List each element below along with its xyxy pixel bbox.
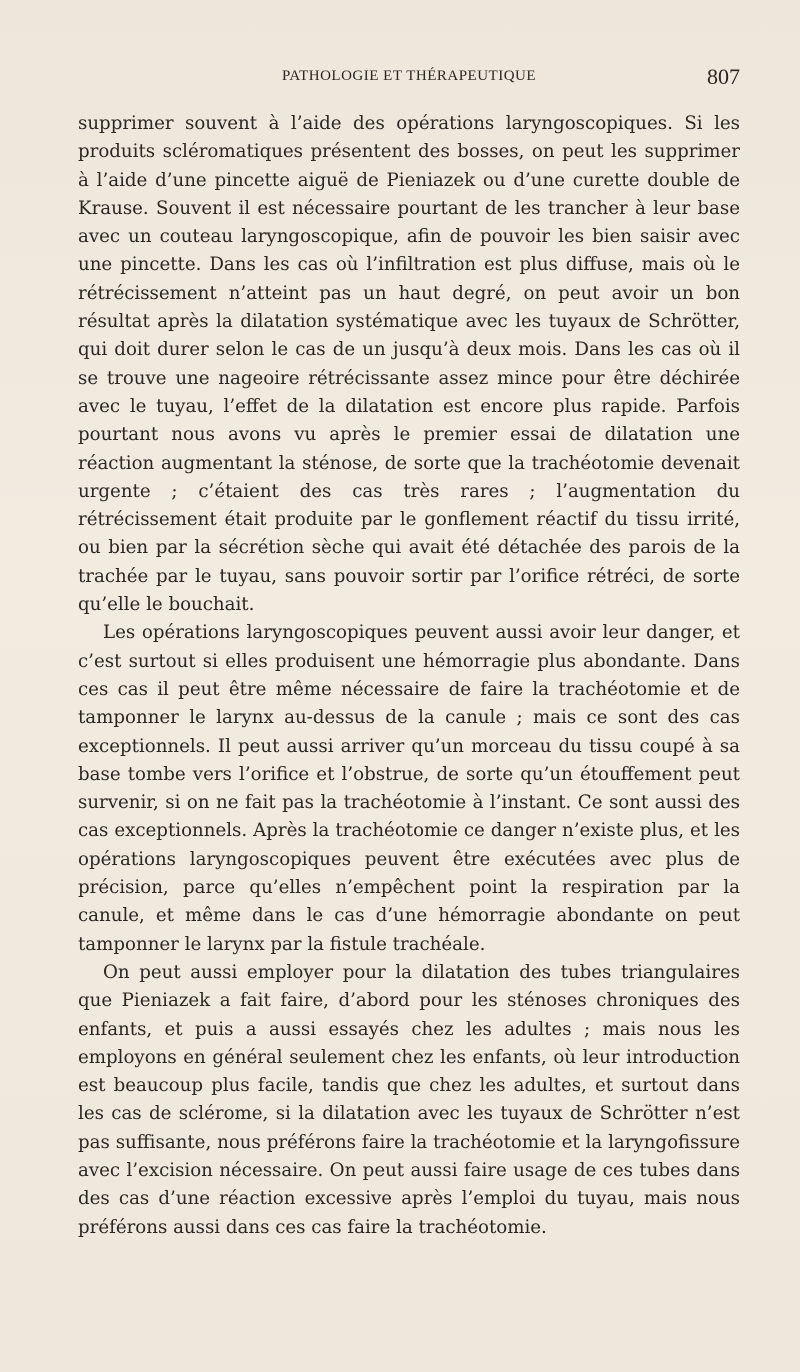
paragraph-1: supprimer souvent à l’aide des opérations laryngoscopiques. Si les produits scléromatiques présentent des bosses, on peut les supprimer à l’aide d’une pincette aiguë de Pieniazek ou d’une curette double de Krause. Souvent il est nécessaire pourtant de les trancher à leur base avec un couteau laryngoscopique, afin de pouvoir les bien saisir avec une pincette. Dans les cas où l’infiltration est plus diffuse, mais où le rétrécissement n’atteint pas un haut degré, on peut avoir un bon résultat après la dilatation systématique avec les tuyaux de Schrötter, qui doit durer selon le cas de un jusqu’à deux mois. Dans les cas où il se trouve une nageoire rétrécissante assez mince pour être déchirée avec le tuyau, l’effet de la dilatation est encore plus rapide. Parfois pourtant nous avons vu après le premier essai de dilatation une réaction augmentant la sténose, de sorte que la trachéotomie devenait urgente ; c’étaient des cas très rares ; l’augmentation du rétrécissement était produite par le gonflement réactif du tissu irrité, ou bien par la sécrétion sèche qui avait été détachée des parois de la trachée par le tuyau, sans pouvoir sortir par l’orifice rétréci, de sorte qu’elle le bouchait. — [78, 113, 740, 616]
paragraph-2: Les opérations laryngoscopiques peuvent aussi avoir leur danger, et c’est surtout si elles produisent une hémorragie plus abondante. Dans ces cas il peut être même nécessaire de faire la trachéotomie et de tamponner le larynx au-dessus de la canule ; mais ce sont des cas exceptionnels. Il peut aussi arriver qu’un morceau du tissu coupé à sa base tombe vers l’orifice et l’obstrue, de sorte qu’un étouffement peut survenir, si on ne fait pas la trachéotomie à l’instant. Ce sont aussi des cas exceptionnels. Après la trachéotomie ce danger n’existe plus, et les opérations laryngoscopiques peuvent être exécutées avec plus de précision, parce qu’elles n’empêchent point la respiration par la canule, et même dans le cas d’une hémorragie abondante on peut tamponner le larynx par la fistule trachéale. — [78, 622, 740, 955]
paragraph-3: On peut aussi employer pour la dilatation des tubes triangulaires que Pieniazek a fait faire, d’abord pour les sténoses chroniques des enfants, et puis a aussi essayés chez les adultes ; mais nous les employons en général seulement chez les enfants, où leur introduction est beaucoup plus facile, tandis que chez les adultes, et surtout dans les cas de sclérome, si la dilatation avec les tuyaux de Schrötter n’est pas suffisante, nous préférons faire la trachéotomie et la laryngofissure avec l’excision nécessaire. On peut aussi faire usage de ces tubes dans des cas d’une réaction excessive après l’emploi du tuyau, mais nous préférons aussi dans ces cas faire la trachéotomie. — [78, 961, 740, 1238]
running-head — [78, 64, 740, 90]
page-number: 807 — [707, 64, 740, 89]
body-text — [78, 110, 740, 1242]
running-title: PATHOLOGIE ET THÉRAPEUTIQUE — [281, 68, 537, 84]
